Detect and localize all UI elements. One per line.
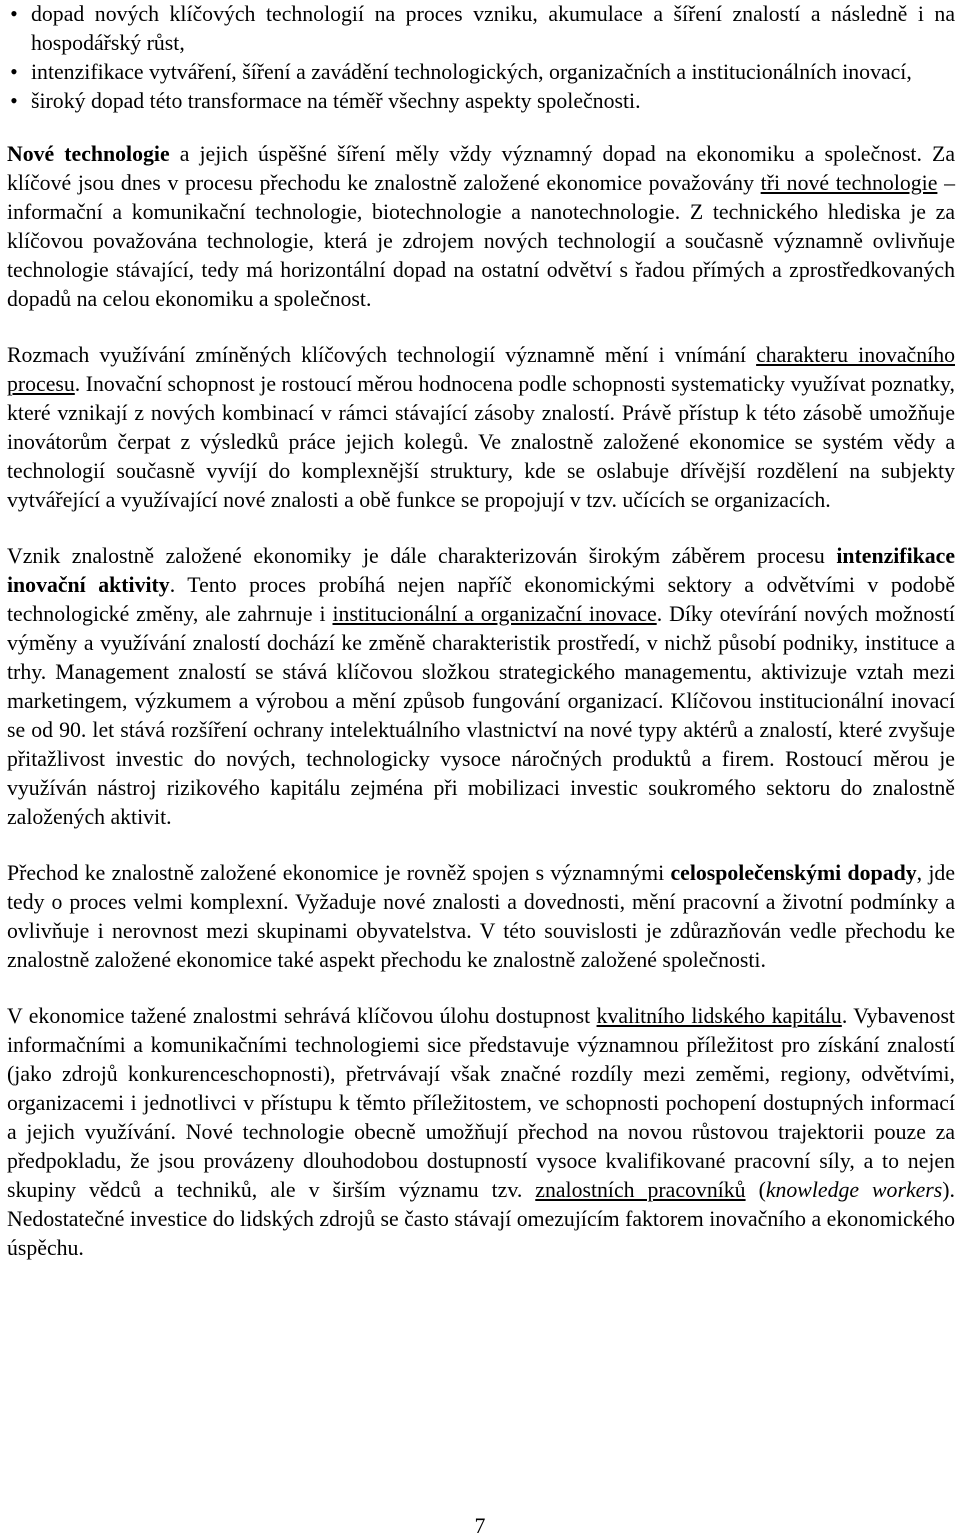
bullet-icon: • bbox=[10, 60, 18, 84]
paragraph-human-capital: V ekonomice tažené znalostmi sehrává klíčovou úlohu dostupnost kvalitního lidského kapitálu. Vybavenost informačními a komunikačními technologiemi sice představuje významnou příležitost pro získání znalostí (jako zdrojů konkurenceschopnosti), přetrvávají však značné rozdíly mezi zeměmi, regiony, odvětvími, organizacemi i jednotlivci v přístupu k těmto příležitostem, ve schopnosti pochopení dostupných informací a jejich využívání. Nové technologie obecně umožňují přechod na novou růstovou trajektorii pouze za předpokladu, že jsou provázeny dlouhodobou dostupností vysoce kvalifikované pracovní síly, a to nejen skupiny vědců a techniků, ale v širším významu tzv. znalostních pracovníků (knowledge workers). Nedostatečné investice do lidských zdrojů se často stávají omezujícím faktorem inovačního a ekonomického úspěchu. bbox=[7, 1004, 955, 1260]
list-item: • široký dopad této transformace na téměř všechny aspekty společnosti. bbox=[7, 87, 955, 116]
bullet-icon: • bbox=[10, 2, 18, 26]
paragraph-innovation-activity: Vznik znalostně založené ekonomiky je dále charakterizován širokým záběrem procesu intenzifikace inovační aktivity. Tento proces probíhá nejen napříč ekonomickými sektory a odvětvími v podobě technologické změny, ale zahrnuje i institucionální a organizační inovace. Díky otevírání nových možností výměny a využívání znalostí dochází ke změně charakteristik prostředí, v nichž působí podniky, instituce a trhy. Management znalostí se stává klíčovou složkou strategického managementu, aktivizuje vztah mezi marketingem, výzkumem a výrobou a mění způsob fungování organizací. Klíčovou institucionální inovací se od 90. let stává rozšíření ochrany intelektuálního vlastnictví na nové typy aktérů a znalostí, které zvyšuje přitažlivost investic do nových, technologicky vysoce náročných produktů a firem. Rostoucí měrou je využíván nástroj rizikového kapitálu zejména při mobilizaci investic soukromého sektoru do znalostně založených aktivit. bbox=[7, 544, 955, 829]
list-item: • dopad nových klíčových technologií na proces vzniku, akumulace a šíření znalostí a následně i na hospodářský růst, bbox=[7, 0, 955, 58]
paragraph-innovation-process: Rozmach využívání zmíněných klíčových technologií významně mění i vnímání charakteru inovačního procesu. Inovační schopnost je rostoucí měrou hodnocena podle schopnosti systematicky využívat poznatky, které vznikají z nových kombinací v rámci stávající zásoby znalostí. Právě přístup k této zásobě umožňuje inovátorům čerpat z výsledků práce jejich kolegů. Ve znalostně založené ekonomice se systém vědy a technologií současně vyvíjí do komplexnější struktury, kde se oslabuje dřívější rozdělení na subjekty vytvářející a využívající nové znalosti a obě funkce se propojují v tzv. učících se organizacích. bbox=[7, 343, 955, 512]
paragraph-societal-impacts: Přechod ke znalostně založené ekonomice je rovněž spojen s významnými celospolečenskými dopady, jde tedy o proces velmi komplexní. Vyžaduje nové znalosti a dovednosti, mění pracovní a životní podmínky a ovlivňuje i nerovnost mezi skupinami obyvatelstva. V této souvislosti je zdůrazňován vedle přechodu ke znalostně založené ekonomice také aspekt přechodu ke znalostně založené společnosti. bbox=[7, 861, 955, 972]
paragraph-new-technologies: Nové technologie a jejich úspěšné šíření měly vždy významný dopad na ekonomiku a společnost. Za klíčové jsou dnes v procesu přechodu ke znalostně založené ekonomice považovány tři nové technologie – informační a komunikační technologie, biotechnologie a nanotechnologie. Z technického hlediska je za klíčovou považována technologie, která je zdrojem nových technologií a současně významně ovlivňuje technologie stávající, tedy má horizontální dopad na ostatní odvětví s řadou přímých a zprostředkovaných dopadů na celou ekonomiku a společnost. bbox=[7, 142, 955, 311]
page-number: 7 bbox=[474, 1514, 486, 1538]
bullet-icon: • bbox=[10, 89, 18, 113]
document-page bbox=[7, 0, 955, 1263]
bullet-list bbox=[7, 0, 955, 116]
list-item: • intenzifikace vytváření, šíření a zavádění technologických, organizačních a institucionálních inovací, bbox=[7, 58, 955, 87]
